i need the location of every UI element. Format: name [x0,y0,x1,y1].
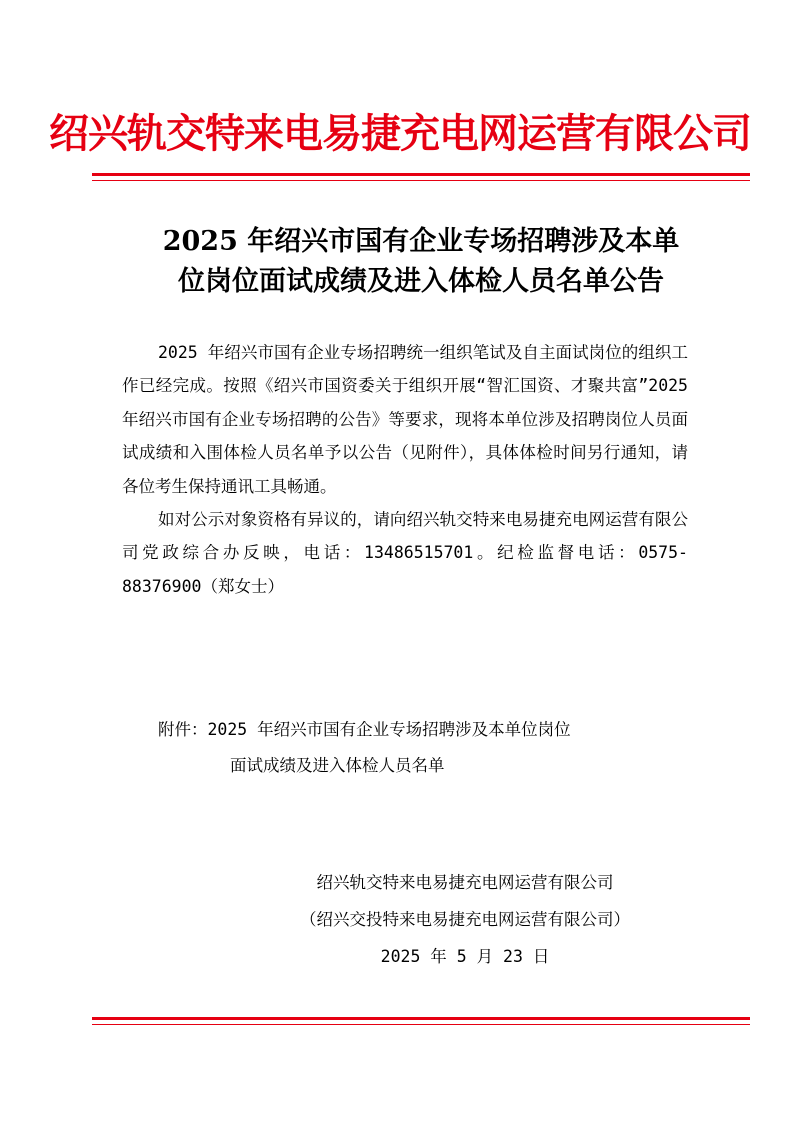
signature-company: 绍兴轨交特来电易捷充电网运营有限公司 [316,873,614,892]
title-line-1: 2025 年绍兴市国有企业专场招聘涉及本单 [162,226,680,257]
letterhead-company-name: 绍兴轨交特来电易捷充电网运营有限公司 [49,110,751,157]
body-paragraph-1: 2025 年绍兴市国有企业专场招聘统一组织笔试及自主面试岗位的组织工作已经完成。按照《绍兴市国资委关于组织开展“智汇国资、才聚共富”2025 年绍兴市国有企业专场招聘的公告》等要求，现将本单位涉及招聘岗位人员面试成绩和入围体检人员名单予以公告（见附件），具体体检时间另行通知，请各位考生保持通讯工具畅通。 [122,343,688,496]
title-line-2: 位岗位面试成绩及进入体检人员名单公告 [178,266,664,297]
footer-rule-thick [92,1017,750,1020]
footer-rule-thin [92,1024,750,1025]
attachment-line-1: 附件：2025 年绍兴市国有企业专场招聘涉及本单位岗位 [158,720,571,739]
attachment-note [158,712,698,784]
attachment-line-2: 面试成绩及进入体检人员名单 [230,756,445,775]
letterhead-rule-thick [92,173,750,176]
signature-alias: （绍兴交投特来电易捷充电网运营有限公司） [300,910,630,929]
body-paragraph-2: 如对公示对象资格有异议的，请向绍兴轨交特来电易捷充电网运营有限公司党政综合办反映，电话：13486515701。纪检监督电话：0575-88376900（郑女士） [122,510,688,596]
signature-date: 2025 年 5 月 23 日 [380,947,550,966]
signature-block [250,864,680,975]
announcement-body [122,336,688,603]
letterhead-rule-thin [92,180,750,181]
announcement-title [92,222,750,302]
